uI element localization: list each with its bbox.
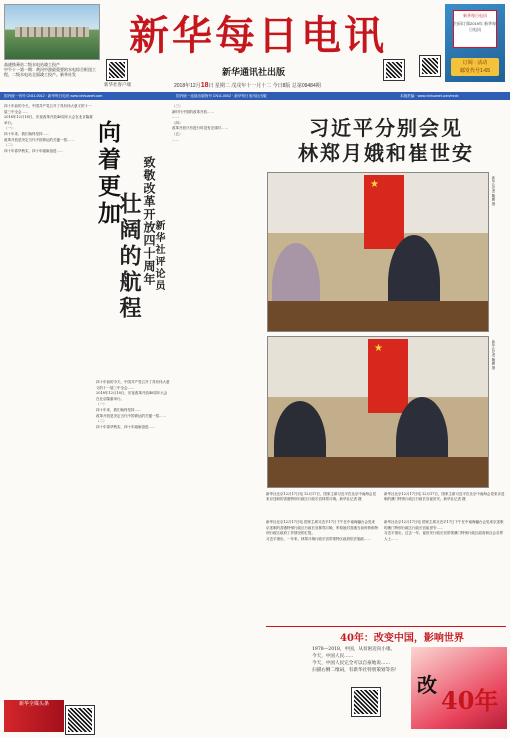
qr-code-icon [107, 60, 127, 80]
meeting-table [268, 301, 488, 331]
qr-code-icon [420, 56, 440, 76]
feature-rule [266, 626, 506, 627]
dateline [174, 82, 321, 89]
editorial-byline: 新华社评论员 [153, 220, 164, 292]
editorial-headline-2: 壮阔的航程 [116, 192, 142, 322]
meeting-photo-macau [267, 336, 489, 488]
editorial-column-a [4, 104, 94, 694]
info-ribbon [0, 92, 510, 100]
flag-icon [368, 339, 408, 413]
qr-code-icon [384, 60, 404, 80]
publisher: 新华通讯社出版 [222, 67, 286, 77]
xi-body-left [266, 520, 378, 624]
date-rest: 日 星期二 戊戌年十一月十二 今日8版 总第09484期 [208, 83, 321, 89]
feature-body-text: 1978—2018，中国，从贫困迈向小康。 今天，中国人民…… 今天，中国人民完全可以自豪地说…… 扫描右侧二维码，有新华社特别策划等你！ [312, 647, 400, 673]
subscribe-button[interactable]: 订阅 · 活动 邮发代号1-65 [451, 58, 499, 76]
editorial-column-b [172, 104, 260, 694]
ribbon-mid: 国内统一连续出版物号 CN11-0002 · 新华每日电讯社出版 [176, 94, 267, 98]
ad-title: 新华每日电讯 [463, 13, 487, 18]
flag-icon [364, 175, 404, 249]
editorial-column-c [96, 380, 170, 694]
anniversary-graphic [411, 647, 507, 729]
hydro-station-photo [4, 4, 100, 60]
ribbon-left: 国内统一刊号 CN11-0012 · 新华每日电讯 www.xinhuanet.com [4, 94, 103, 98]
meeting-table [268, 457, 488, 487]
bottom-ad-banner[interactable] [4, 700, 64, 732]
photo-side-caption: 新华社记者 鞠鹏 摄 [491, 340, 495, 370]
photo-caption-macau: 新华社北京12月17日电 12月17日，国家主席习近平在北京中南海会见来京述职的澳门特别行政区行政长官崔世安。新华社记者 摄 [384, 492, 505, 502]
qr-label: 新华社客户端 [104, 83, 131, 88]
date-month: 2018年12月 [174, 83, 201, 89]
date-day: 18 [200, 82, 209, 89]
feature-headline: 40年：改变中国，影响世界 [340, 633, 464, 644]
editorial-text-a: 四十年前的今天，中国共产党召开了具有伟大意义的十一届三中全会…… 2018年12月18日，庆祝改革开放40周年大会在北京隆重举行。 （一） 四十年来，我们始终坚持…… 改革开放是决定当代中国命运的关键一招…… （二） 四十年春华秋实，四十年砥砺奋进…… [4, 104, 93, 153]
xi-headline-line1: 习近平分别会见 [309, 116, 463, 140]
editorial-text-c: 四十年前的今天，中国共产党召开了具有伟大意义的十一届三中全会…… 2018年12月18日，庆祝改革开放40周年大会在北京隆重举行。 （一） 四十年来，我们始终坚持…… 改革开放是决定当代中国命运的关键一招…… （二） 四十年春华秋实，四十年砥砺奋进…… [96, 380, 170, 429]
subscription-ad-box [453, 10, 497, 48]
qr-code-icon [352, 688, 380, 716]
bottom-ad-label: 新华全媒头条 [18, 701, 49, 707]
xi-body-left-text: 新华社北京12月17日电 国家主席习近平17日下午在中南海瀛台会见来京述职的香港特别行政区行政长官林郑月娥，听取她对香港当前形势和特别行政区政府工作情况的汇报。 习近平指出，一年来，林郑月娥行政长官带领特区政府依法施政…… [266, 520, 378, 541]
graphic-char: 改 [417, 673, 437, 697]
qr-code-icon [66, 706, 94, 734]
editorial-text-b: （三） 新时代中国的改革开放…… …… （四） 改革开放只有进行时没有完成时…… （五） …… [172, 104, 228, 142]
meeting-photo-hk [267, 172, 489, 332]
newspaper-title: 新华每日电讯 [129, 12, 387, 59]
subscription-ad[interactable] [445, 4, 505, 82]
masthead [0, 0, 510, 92]
xi-headline-line2: 林郑月娥和崔世安 [298, 141, 474, 165]
ad-subtitle: 扫码订阅2019年 新华每日电讯 [454, 21, 497, 32]
photo-caption-hk: 新华社北京12月17日电 12月17日，国家主席习近平在北京中南海会见来京述职的香港特别行政区行政长官林郑月娥。新华社记者 摄 [266, 492, 376, 502]
editorial-headline-1: 向着更加 [94, 120, 121, 228]
photo-side-caption: 新华社记者 鞠鹏 摄 [491, 176, 495, 206]
ribbon-right: 本版责编 · www.xinhuanet.com/mrdx [400, 94, 459, 98]
xi-headline [267, 116, 505, 166]
editorial-subheadline: 致敬改革开放四十周年 [142, 156, 156, 286]
xi-body-right [384, 520, 506, 624]
xi-body-right-text: 新华社北京12月17日电 国家主席习近平17日下午在中南海瀛台会见来京述职的澳门特别行政区行政长官崔世安…… 习近平指出，过去一年，崔世安行政长官带领澳门特别行政区政府和社会各界人士…… [384, 520, 504, 541]
graphic-number: 40年 [441, 686, 499, 715]
left-photo-caption: 高速换乘站二级水电站竣工投产 中午十一第一期：黄河中游最重要的水电综合枢纽工程，二级水电站全面竣工投产。新华社发 [4, 62, 96, 77]
